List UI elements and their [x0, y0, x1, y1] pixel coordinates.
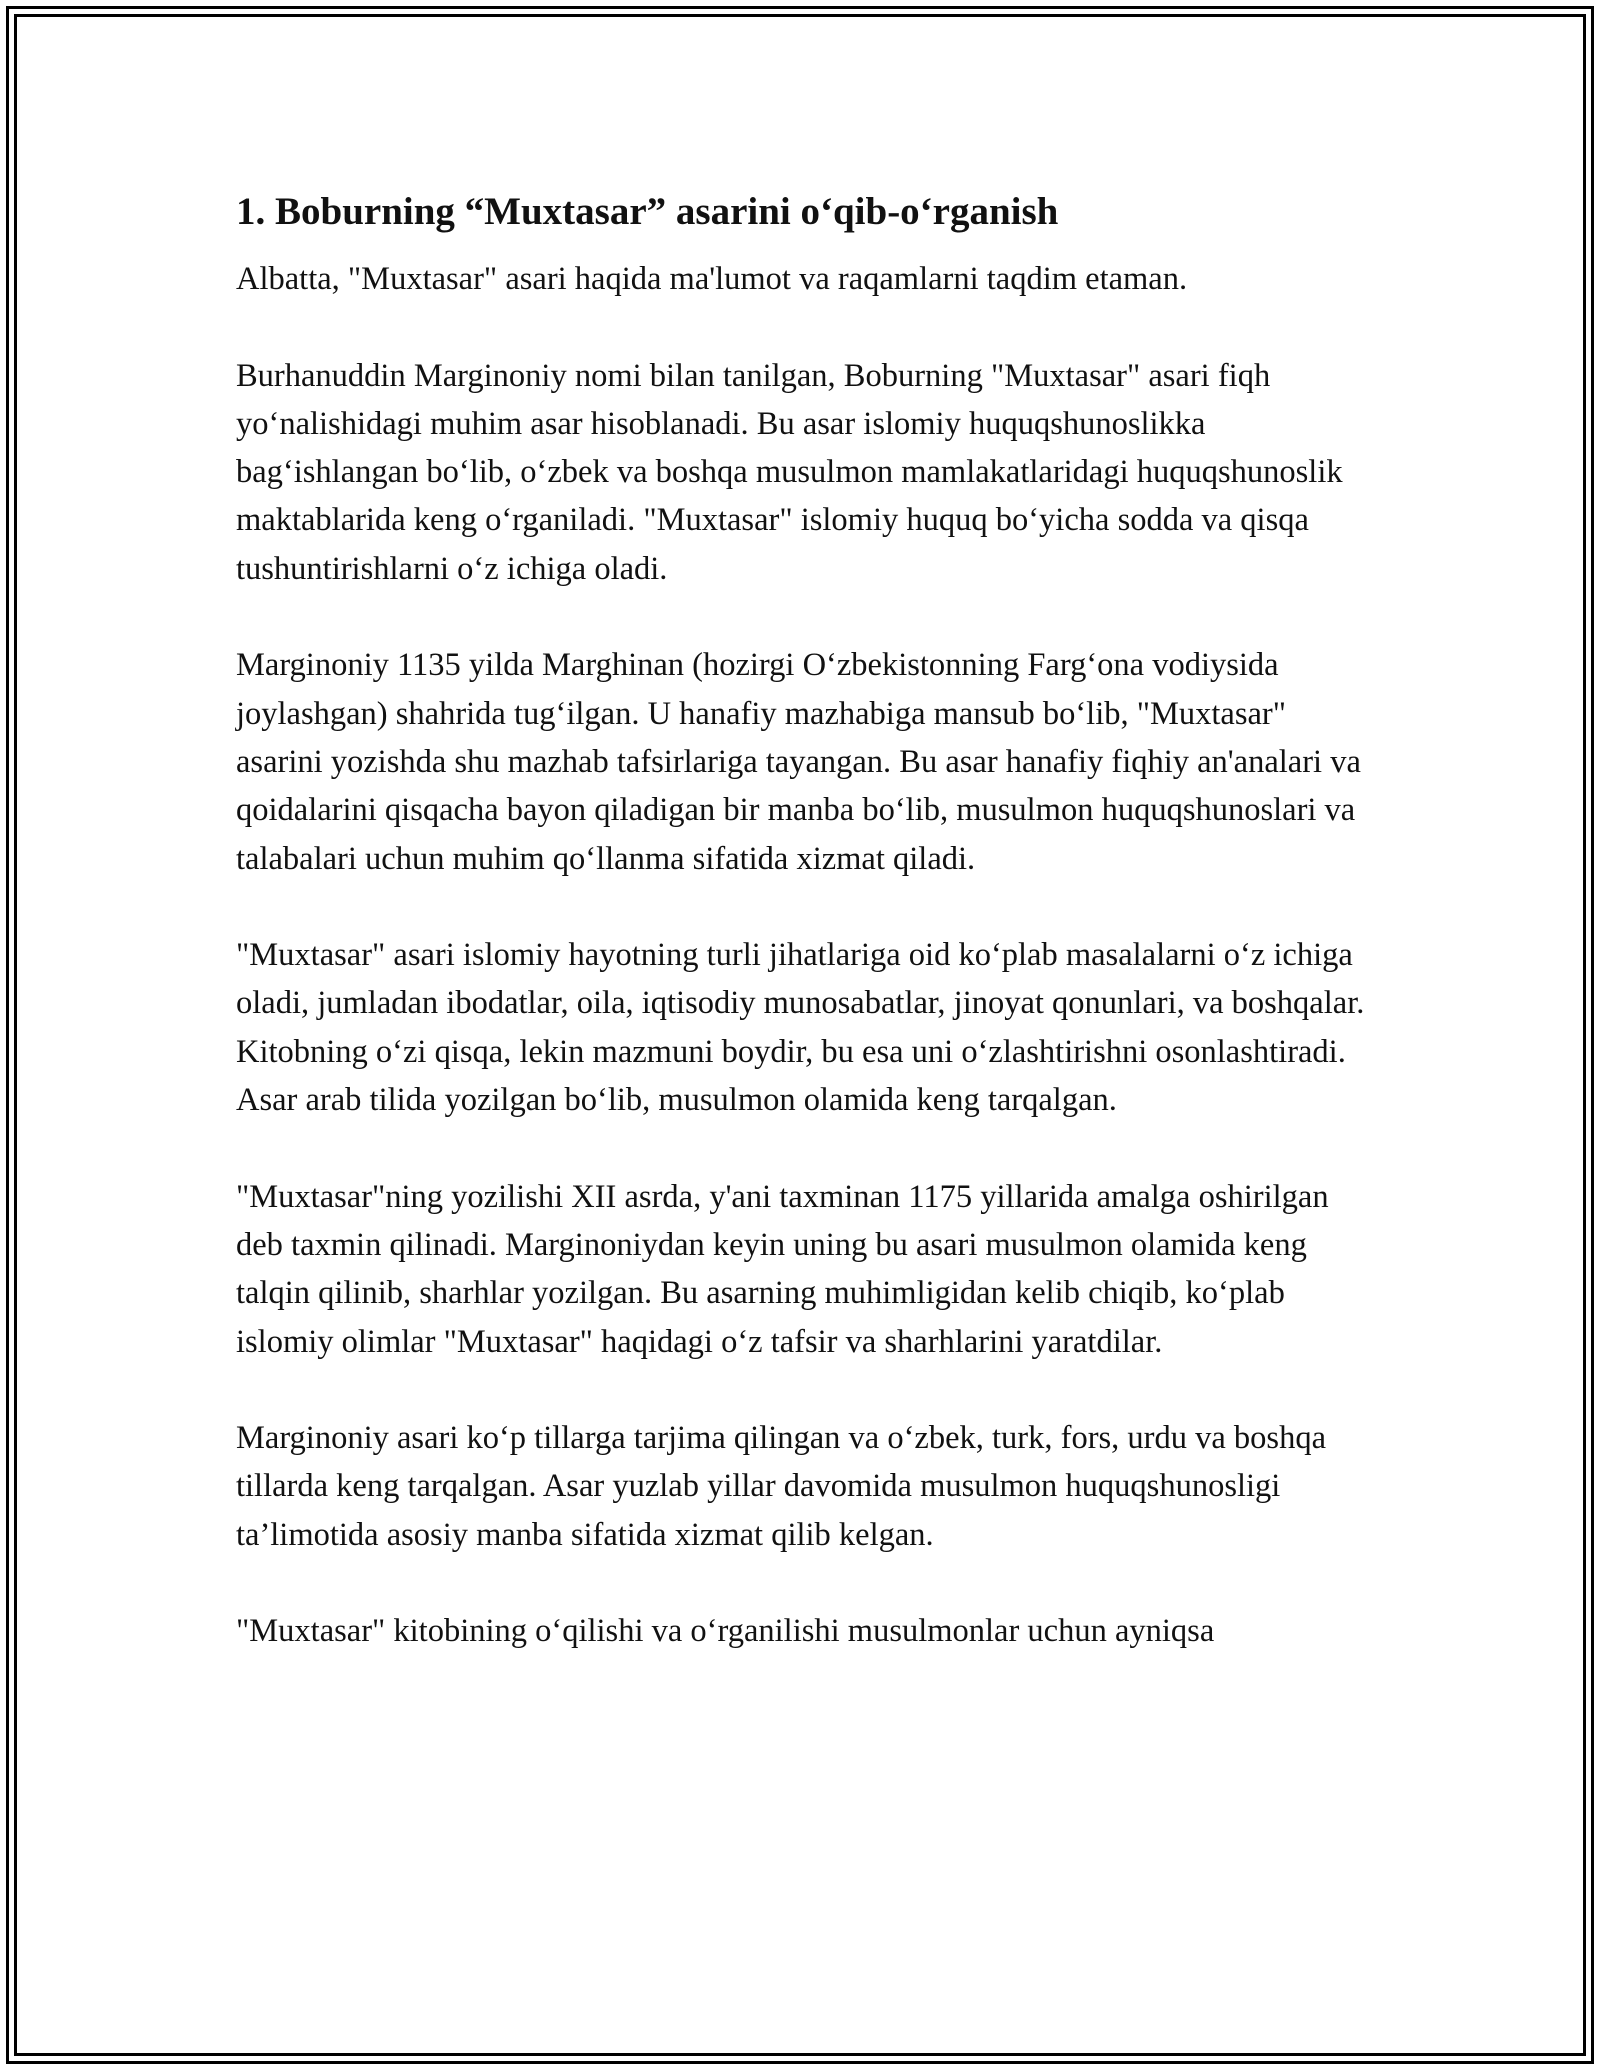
paragraph-intro: Albatta, "Muxtasar" asari haqida ma'lumot va raqamlarni taqdim etaman. [236, 261, 1188, 297]
paragraph-study: "Muxtasar" kitobining o‘qilishi va o‘rganilishi musulmonlar uchun ayniqsa [236, 1613, 1215, 1650]
paragraph-history: "Muxtasar"ning yozilishi XII asrda, y'ani taxminan 1175 yillarida amalga oshirilgan deb taxmin qilinadi. Marginoniydan keyin uning bu asari musulmon olamida keng talqin qilinib, sharhlar yozilgan. Bu asarning muhimligidan kelib chiqib, ko‘plab islomiy olimlar "Muxtasar" haqidagi o‘z tafsir va sharhlarini yaratdilar. [236, 1178, 1329, 1360]
document-body [236, 185, 1376, 1704]
paragraph-overview: Burhanuddin Marginoniy nomi bilan tanilgan, Boburning "Muxtasar" asari fiqh yo‘nalishidagi muhim asar hisoblanadi. Bu asar islomiy huquqshunoslikka bag‘ishlangan bo‘lib, o‘zbek va boshqa musulmon mamlakatlaridagi huquqshunoslik maktablarida keng o‘rganiladi. "Muxtasar" islomiy huquq bo‘yicha sodda va qisqa tushuntirishlarni o‘z ichiga oladi. [236, 357, 1343, 587]
paragraph-content: "Muxtasar" asari islomiy hayotning turli jihatlariga oid ko‘plab masalalarni o‘z ichiga oladi, jumladan ibodatlar, oila, iqtisodiy munosabatlar, jinoyat qonunlari, va boshqalar. Kitobning o‘zi qisqa, lekin mazmuni boydir, bu esa uni o‘zlashtirishni osonlashtiradi. Asar arab tilida yozilgan bo‘lib, musulmon olamida keng tarqalgan. [236, 937, 1365, 1119]
section-heading: 1. Boburning “Muxtasar” asarini o‘qib-o‘rganish [236, 190, 1059, 233]
paragraph-author: Marginoniy 1135 yilda Marghinan (hozirgi O‘zbekistonning Farg‘ona vodiysida joylashgan) shahrida tug‘ilgan. U hanafiy mazhabiga mansub bo‘lib, "Muxtasar" asarini yozishda shu mazhab tafsirlariga tayangan. Bu asar hanafiy fiqhiy an'analari va qoidalarini qisqacha bayon qiladigan bir manba bo‘lib, musulmon huquqshunoslari va talabalari uchun muhim qo‘llanma sifatida xizmat qiladi. [236, 647, 1361, 877]
paragraph-translations: Marginoniy asari ko‘p tillarga tarjima qilingan va o‘zbek, turk, fors, urdu va boshqa tillarda keng tarqalgan. Asar yuzlab yillar davomida musulmon huquqshunosligi ta’limotida asosiy manba sifatida xizmat qilib kelgan. [236, 1420, 1326, 1553]
